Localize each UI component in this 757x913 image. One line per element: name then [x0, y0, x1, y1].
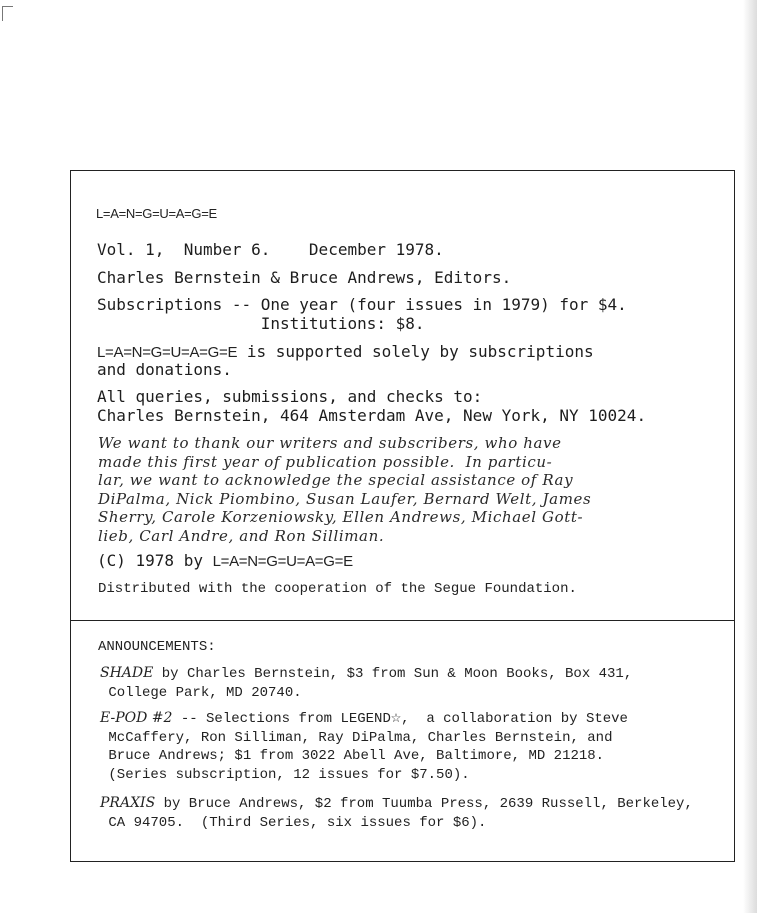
- distribution-line: Distributed with the cooperation of the Segue Foundation.: [98, 581, 577, 597]
- copyright-text: (C) 1978 by: [97, 551, 213, 570]
- announcements-heading: ANNOUNCEMENTS:: [98, 639, 216, 655]
- issue-line: Vol. 1, Number 6. December 1978.: [97, 240, 444, 259]
- support-text: is supported solely by subscriptions: [237, 342, 594, 361]
- star-icon: ☆: [390, 709, 402, 728]
- ack-line: DiPalma, Nick Piombino, Susan Laufer, Bernard Welt, James: [98, 489, 592, 508]
- page-corner-mark: [2, 6, 13, 21]
- acknowledgements: [98, 434, 728, 546]
- epod-line-2: McCaffery, Ron Silliman, Ray DiPalma, Charles Bernstein, and: [100, 729, 613, 746]
- shade-line-1: by Charles Bernstein, $3 from Sun & Moon Books, Box 431,: [153, 666, 633, 682]
- ack-line: Sherry, Carole Korzeniowsky, Ellen Andrews, Michael Gott-: [98, 508, 584, 527]
- copyright-line: [97, 551, 353, 570]
- support-logo: L=A=N=G=U=A=G=E: [97, 344, 238, 361]
- announcement-shade: [100, 664, 632, 702]
- ack-line: We want to thank our writers and subscribers, who have: [98, 434, 562, 452]
- epod-line-3: Bruce Andrews; $1 from 3022 Abell Ave, Baltimore, MD 21218.: [100, 748, 605, 764]
- praxis-title: PRAXIS: [100, 795, 156, 811]
- ack-line: lieb, Carl Andre, and Ron Silliman.: [98, 526, 385, 545]
- copyright-logo: L=A=N=G=U=A=G=E: [212, 553, 353, 570]
- queries-line: All queries, submissions, and checks to:: [97, 387, 483, 406]
- epod-line-1a: -- Selections from LEGEND: [172, 711, 391, 727]
- editors-line: Charles Bernstein & Bruce Andrews, Editors.: [97, 268, 512, 287]
- shade-line-2: College Park, MD 20740.: [100, 684, 302, 701]
- address-line: Charles Bernstein, 464 Amsterdam Ave, New York, NY 10024.: [97, 406, 647, 425]
- announcement-praxis: [100, 794, 693, 832]
- praxis-line-1: by Bruce Andrews, $2 from Tuumba Press, 2639 Russell, Berkeley,: [155, 796, 693, 812]
- shade-title: SHADE: [100, 665, 154, 681]
- subscriptions-line: Subscriptions -- One year (four issues in 1979) for $4.: [97, 295, 627, 314]
- epod-title: E-POD #2: [100, 710, 173, 726]
- epod-line-1b: , a collaboration by Steve: [401, 711, 628, 727]
- institutions-line: Institutions: $8.: [97, 314, 425, 333]
- support-line: [97, 342, 594, 361]
- praxis-line-2: CA 94705. (Third Series, six issues for $6).: [100, 814, 487, 831]
- announcements-divider: [70, 620, 735, 621]
- ack-line: lar, we want to acknowledge the special assistance of Ray: [98, 471, 574, 490]
- page-edge-shadow: [743, 0, 757, 913]
- ack-line: made this first year of publication possible. In particu-: [98, 452, 553, 471]
- support-line-2: and donations.: [97, 360, 232, 379]
- journal-logo: L=A=N=G=U=A=G=E: [96, 206, 217, 221]
- epod-line-4: (Series subscription, 12 issues for $7.50).: [100, 766, 470, 783]
- announcement-epod: [100, 709, 628, 784]
